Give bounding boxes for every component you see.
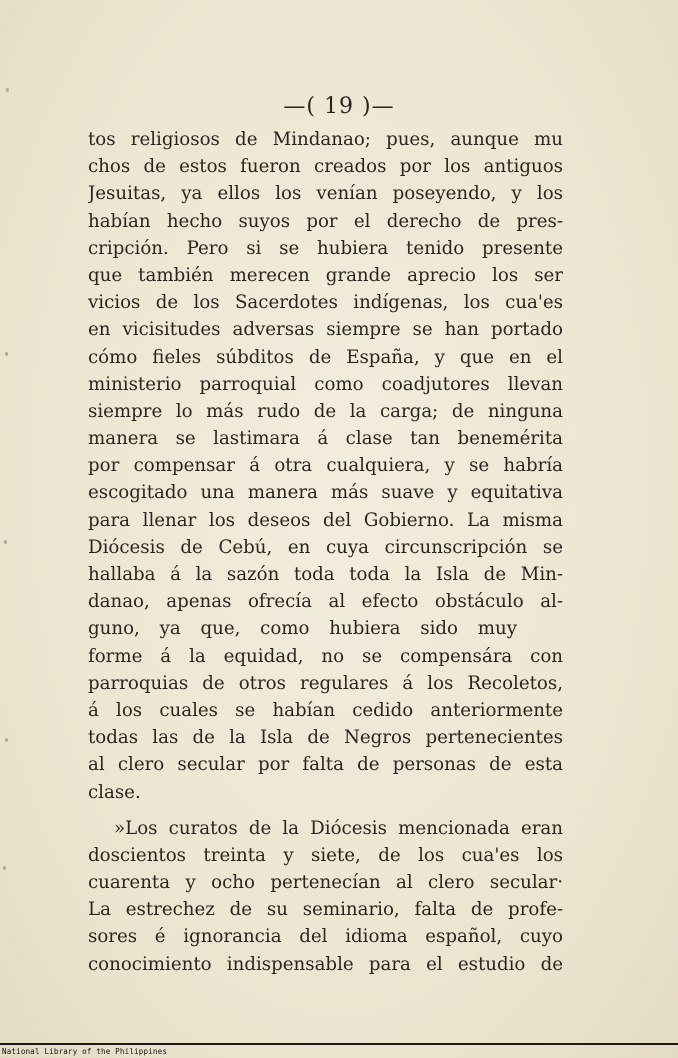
text-line: al clero secular por falta de personas de esta bbox=[88, 754, 563, 776]
text-line: Jesuitas, ya ellos los venían poseyendo, y los bbox=[88, 183, 563, 205]
scan-edge-line bbox=[0, 1043, 678, 1045]
margin-speck bbox=[3, 866, 6, 870]
margin-speck bbox=[5, 352, 8, 356]
paragraph-2 bbox=[88, 815, 563, 978]
margin-speck bbox=[6, 88, 9, 92]
margin-speck bbox=[5, 738, 8, 742]
text-line: clase. bbox=[88, 781, 141, 803]
text-line: chos de estos fueron creados por los antiguos bbox=[88, 156, 563, 178]
text-line: tos religiosos de Mindanao; pues, aunque mu bbox=[88, 129, 563, 150]
text-line: por compensar á otra cualquiera, y se habría bbox=[88, 455, 563, 477]
text-line: manera se lastimara á clase tan benemérita bbox=[88, 428, 563, 450]
text-line: doscientos treinta y siete, de los cua'es los bbox=[88, 844, 563, 866]
text-line: vicios de los Sacerdotes indígenas, los cua'es bbox=[88, 292, 563, 314]
text-line: ministerio parroquial como coadjutores llevan bbox=[88, 373, 563, 395]
text-line: cripción. Pero si se hubiera tenido presente bbox=[88, 237, 563, 259]
text-line: guno, ya que, como hubiera sido muy bbox=[88, 618, 518, 640]
paragraph-1 bbox=[88, 126, 563, 806]
text-line: todas las de la Isla de Negros pertenecientes bbox=[88, 727, 563, 749]
text-line: conocimiento indispensable para el estudio de bbox=[88, 953, 563, 975]
paragraph-gap bbox=[88, 806, 563, 815]
text-line: Diócesis de Cebú, en cuya circunscripción se bbox=[88, 536, 563, 558]
margin-speck bbox=[4, 540, 7, 544]
text-line: para llenar los deseos del Gobierno. La misma bbox=[88, 509, 563, 531]
page-number: —( 19 )— bbox=[283, 94, 395, 119]
text-line: en vicisitudes adversas siempre se han portado bbox=[88, 319, 563, 341]
text-line: »Los curatos de la Diócesis mencionada eran bbox=[114, 817, 563, 839]
text-line: siempre lo más rudo de la carga; de ninguna bbox=[88, 400, 563, 422]
body-text bbox=[88, 126, 563, 978]
text-line: cuarenta y ocho pertenecían al clero secular· bbox=[88, 872, 563, 894]
text-line: á los cuales se habían cedido anteriormente bbox=[88, 699, 563, 721]
text-line: que también merecen grande aprecio los ser bbox=[88, 264, 563, 286]
text-line: danao, apenas ofrecía al efecto obstáculo al- bbox=[88, 591, 563, 613]
text-line: habían hecho suyos por el derecho de pres- bbox=[88, 210, 563, 232]
text-line: hallaba á la sazón toda toda la Isla de Min- bbox=[88, 564, 563, 585]
text-line: La estrechez de su seminario, falta de profe- bbox=[88, 899, 563, 921]
text-line: parroquias de otros regulares á los Recoletos, bbox=[88, 672, 563, 694]
text-line: cómo fieles súbditos de España, y que en el bbox=[88, 346, 563, 368]
text-line: forme á la equidad, no se compensára con bbox=[88, 645, 563, 667]
library-footer: National Library of the Philippines bbox=[2, 1047, 168, 1056]
text-line: escogitado una manera más suave y equitativa bbox=[88, 482, 563, 504]
text-line: sores é ignorancia del idioma español, cuyo bbox=[88, 926, 563, 948]
